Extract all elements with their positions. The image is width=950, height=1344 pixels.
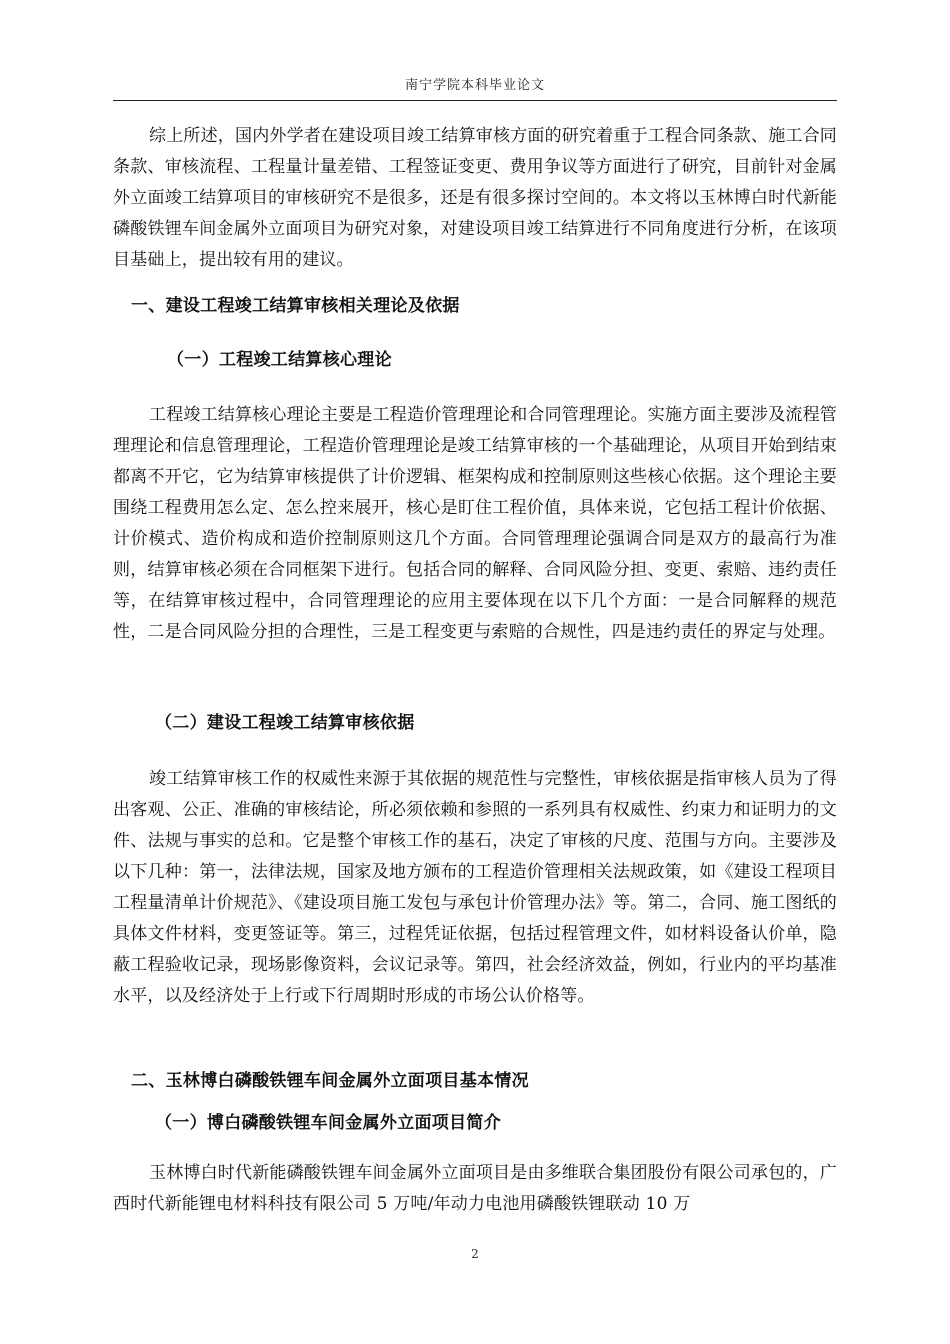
section-1-1-paragraph: 工程竣工结算核心理论主要是工程造价管理理论和合同管理理论。实施方面主要涉及流程管理理论和信息管理理论，工程造价管理理论是竣工结算审核的一个基础理论，从项目开始到结束都离不开它，它为结算审核提供了计价逻辑、框架构成和控制原则这些核心依据。这个理论主要围绕工程费用怎么定、怎么控来展开，核心是盯住工程价值，具体来说，它包括工程计价依据、计价模式、造价构成和造价控制原则这几个方面。合同管理理论强调合同是双方的最高行为准则，结算审核必须在合同框架下进行。包括合同的解释、合同风险分担、变更、索赔、违约责任等，在结算审核过程中，合同管理理论的应用主要体现在以下几个方面：一是合同解释的规范性，二是合同风险分担的合理性，三是工程变更与索赔的合规性，四是违约责任的界定与处理。 <box>113 405 837 642</box>
section-1-heading: 一、建设工程竣工结算审核相关理论及依据 <box>131 296 460 316</box>
section-1-2-heading: （二）建设工程竣工结算审核依据 <box>155 713 415 733</box>
section-1-1-heading: （一）工程竣工结算核心理论 <box>167 350 392 370</box>
section-2-1-heading: （一）博白磷酸铁锂车间金属外立面项目简介 <box>155 1113 501 1133</box>
page-number: 2 <box>471 1247 479 1261</box>
section-1-2-paragraph: 竣工结算审核工作的权威性来源于其依据的规范性与完整性，审核依据是指审核人员为了得出客观、公正、准确的审核结论，所必须依赖和参照的一系列具有权威性、约束力和证明力的文件、法规与事实的总和。它是整个审核工作的基石，决定了审核的尺度、范围与方向。主要涉及以下几种：第一，法律法规，国家及地方颁布的工程造价管理相关法规政策，如《建设工程项目工程量清单计价规范》、《建设项目施工发包与承包计价管理办法》等。第二，合同、施工图纸的具体文件材料，变更签证等。第三，过程凭证依据，包括过程管理文件，如材料设备认价单，隐蔽工程验收记录，现场影像资料，会议记录等。第四，社会经济效益，例如，行业内的平均基准水平，以及经济处于上行或下行周期时形成的市场公认价格等。 <box>113 769 837 1006</box>
intro-paragraph: 综上所述，国内外学者在建设项目竣工结算审核方面的研究着重于工程合同条款、施工合同条款、审核流程、工程量计量差错、工程签证变更、费用争议等方面进行了研究，目前针对金属外立面竣工结算项目的审核研究不是很多，还是有很多探讨空间的。本文将以玉林博白时代新能磷酸铁锂车间金属外立面项目为研究对象，对建设项目竣工结算进行不同角度进行分析，在该项目基础上，提出较有用的建议。 <box>113 126 837 270</box>
section-2-1-paragraph: 玉林博白时代新能磷酸铁锂车间金属外立面项目是由多维联合集团股份有限公司承包的，广西时代新能锂电材料科技有限公司 5 万吨/年动力电池用磷酸铁锂联动 10 万 <box>113 1163 837 1214</box>
running-header: 南宁学院本科毕业论文 <box>113 76 837 101</box>
section-2-heading: 二、玉林博白磷酸铁锂车间金属外立面项目基本情况 <box>131 1071 529 1091</box>
